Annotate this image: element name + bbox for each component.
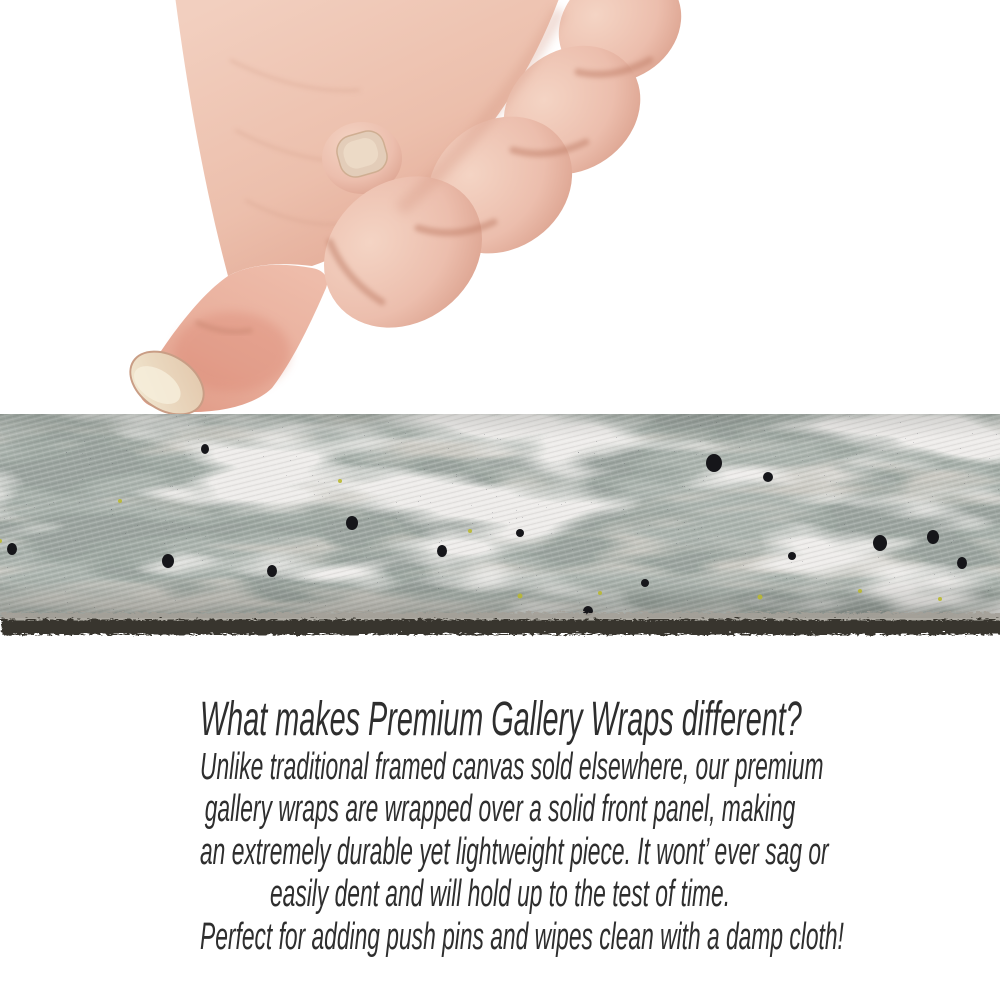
canvas-fabric [0,414,1000,618]
canvas-edge-dark [0,618,1000,633]
heading: What makes Premium Gallery Wraps different? [200,693,802,746]
body-line-4: easily dent and will hold up to the test of time. [269,873,731,916]
description-text [200,693,844,958]
canvas-edge-light-band [0,611,1000,619]
body-line-1: Unlike traditional framed canvas sold elsewhere, our premium [200,746,824,788]
body-line-5: Perfect for adding push pins and wipes clean with a damp cloth! [200,915,844,958]
hand-pressing-photo [80,0,700,432]
body-line-2: gallery wraps are wrapped over a solid front panel, making [204,788,796,831]
canvas-edge-photo [0,411,1000,641]
body-line-3: an extremely durable yet lightweight piece. It wont’ ever sag or [200,830,829,873]
